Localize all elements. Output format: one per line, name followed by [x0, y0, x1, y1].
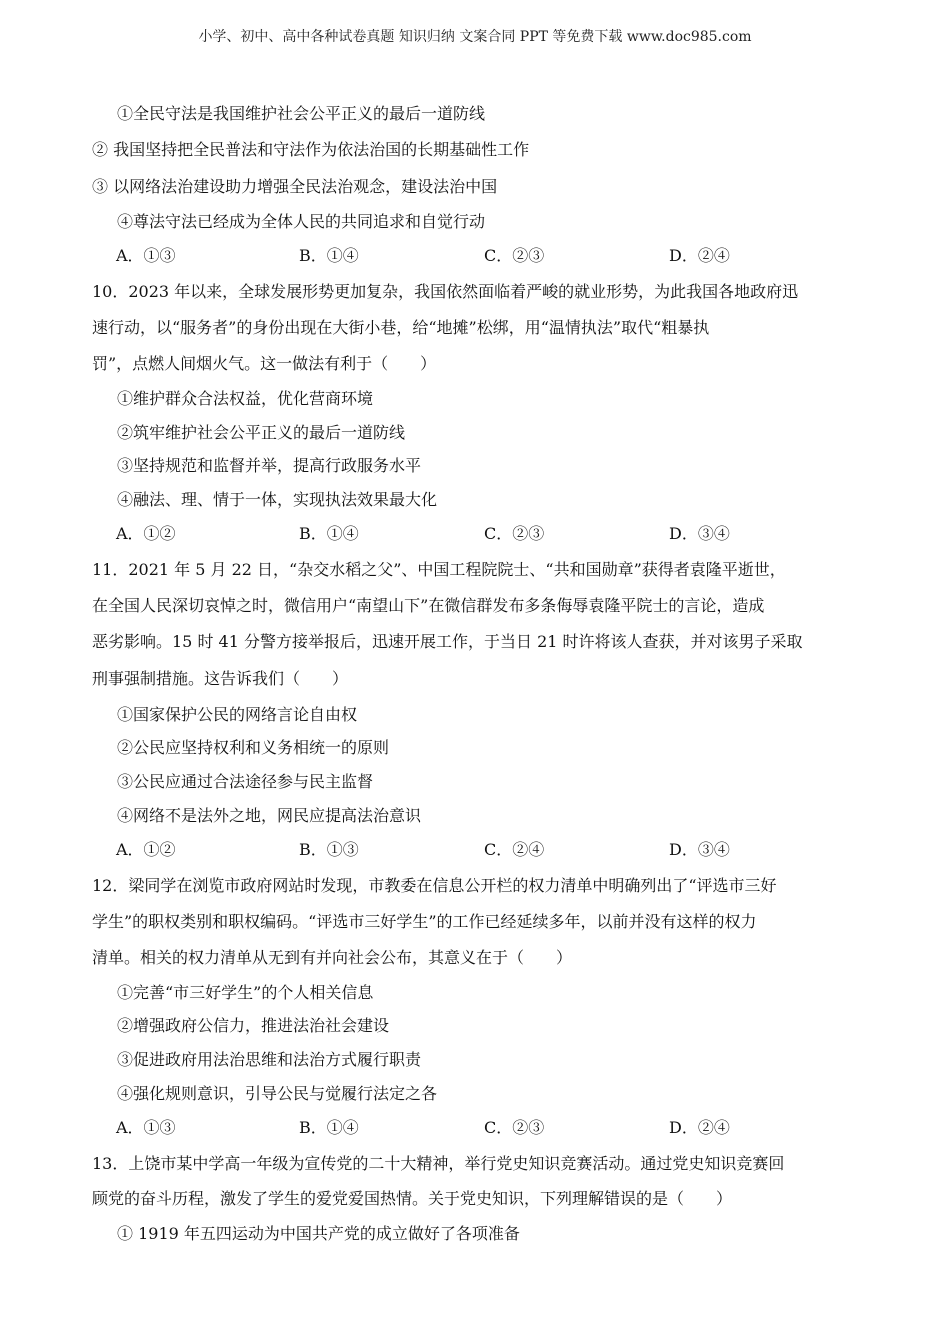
- q11-stem-line-2: 在全国人民深切哀悼之时，微信用户“南望山下”在微信群发布多条侮辱袁隆平院士的言论，造成: [92, 596, 765, 615]
- q11-option-2: ②公民应坚持权利和义务相统一的原则: [117, 738, 390, 757]
- q9-option-1: ①全民守法是我国维护社会公平正义的最后一道防线: [117, 104, 486, 123]
- q12-answer-b: B．①④: [299, 1118, 359, 1137]
- q12-option-3: ③促进政府用法治思维和法治方式履行职责: [117, 1050, 422, 1069]
- q9-option-4: ④尊法守法已经成为全体人民的共同追求和自觉行动: [117, 212, 486, 231]
- q11-stem-line-3: 恶劣影响。15 时 41 分警方接举报后，迅速开展工作，于当日 21 时许将该人查获，并对该男子采取: [92, 632, 803, 651]
- q13-option-1: ① 1919 年五四运动为中国共产党的成立做好了各项准备: [117, 1224, 520, 1243]
- q10-answer-a: A．①②: [116, 524, 176, 543]
- q11-answer-d: D．③④: [669, 840, 730, 859]
- q10-stem-line-2: 速行动，以“服务者”的身份出现在大街小巷，给“地摊”松绑，用“温情执法”取代“粗暴执: [92, 318, 710, 337]
- q11-option-1: ①国家保护公民的网络言论自由权: [117, 705, 358, 724]
- q10-stem-line-1: 10．2023 年以来，全球发展形势更加复杂，我国依然面临着严峻的就业形势，为此我国各地政府迅: [92, 282, 799, 301]
- q11-stem-line-4: 刑事强制措施。这告诉我们（ ）: [92, 669, 349, 688]
- q11-option-3: ③公民应通过合法途径参与民主监督: [117, 772, 374, 791]
- q13-stem-line-1: 13．上饶市某中学高一年级为宣传党的二十大精神，举行党史知识竞赛活动。通过党史知识竞赛回: [92, 1154, 785, 1173]
- q12-stem-line-1: 12．梁同学在浏览市政府网站时发现，市教委在信息公开栏的权力清单中明确列出了“评选市三好: [92, 876, 777, 895]
- q11-answer-b: B．①③: [299, 840, 359, 859]
- q9-answer-d: D．②④: [669, 246, 730, 265]
- q11-option-4: ④网络不是法外之地，网民应提高法治意识: [117, 806, 422, 825]
- q9-answer-a: A．①③: [116, 246, 176, 265]
- page-header: 小学、初中、高中各种试卷真题 知识归纳 文案合同 PPT 等免费下载 www.doc985.com: [198, 29, 752, 45]
- q12-stem-line-3: 清单。相关的权力清单从无到有并向社会公布，其意义在于（ ）: [92, 948, 573, 967]
- q10-option-1: ①维护群众合法权益，优化营商环境: [117, 389, 374, 408]
- q12-answer-c: C．②③: [484, 1118, 545, 1137]
- q12-option-2: ②增强政府公信力，推进法治社会建设: [117, 1016, 390, 1035]
- q11-answer-a: A．①②: [116, 840, 176, 859]
- q9-answer-c: C．②③: [484, 246, 545, 265]
- q11-answer-c: C．②④: [484, 840, 545, 859]
- q12-answer-a: A．①③: [116, 1118, 176, 1137]
- q10-answer-d: D．③④: [669, 524, 730, 543]
- q12-answer-d: D．②④: [669, 1118, 730, 1137]
- q10-option-4: ④融法、理、情于一体，实现执法效果最大化: [117, 490, 438, 509]
- q12-option-4: ④强化规则意识，引导公民与觉履行法定之各: [117, 1084, 438, 1103]
- q10-option-2: ②筑牢维护社会公平正义的最后一道防线: [117, 423, 406, 442]
- q11-stem-line-1: 11．2021 年 5 月 22 日，“杂交水稻之父”、中国工程院院士、“共和国勋章”获得者袁隆平逝世，: [92, 560, 786, 579]
- q12-stem-line-2: 学生”的职权类别和职权编码。“评选市三好学生”的工作已经延续多年，以前并没有这样的权力: [92, 912, 757, 931]
- q12-option-1: ①完善“市三好学生”的个人相关信息: [117, 983, 374, 1002]
- q13-stem-line-2: 顾党的奋斗历程，激发了学生的爱党爱国热情。关于党史知识，下列理解错误的是（ ）: [92, 1189, 733, 1208]
- q10-answer-b: B．①④: [299, 524, 359, 543]
- q9-option-3: ③ 以网络法治建设助力增强全民法治观念，建设法治中国: [92, 177, 498, 196]
- q10-option-3: ③坚持规范和监督并举，提高行政服务水平: [117, 456, 422, 475]
- q9-option-2: ② 我国坚持把全民普法和守法作为依法治国的长期基础性工作: [92, 140, 530, 159]
- q10-answer-c: C．②③: [484, 524, 545, 543]
- q9-answer-b: B．①④: [299, 246, 359, 265]
- q10-stem-line-3: 罚”，点燃人间烟火气。这一做法有利于（ ）: [92, 354, 437, 373]
